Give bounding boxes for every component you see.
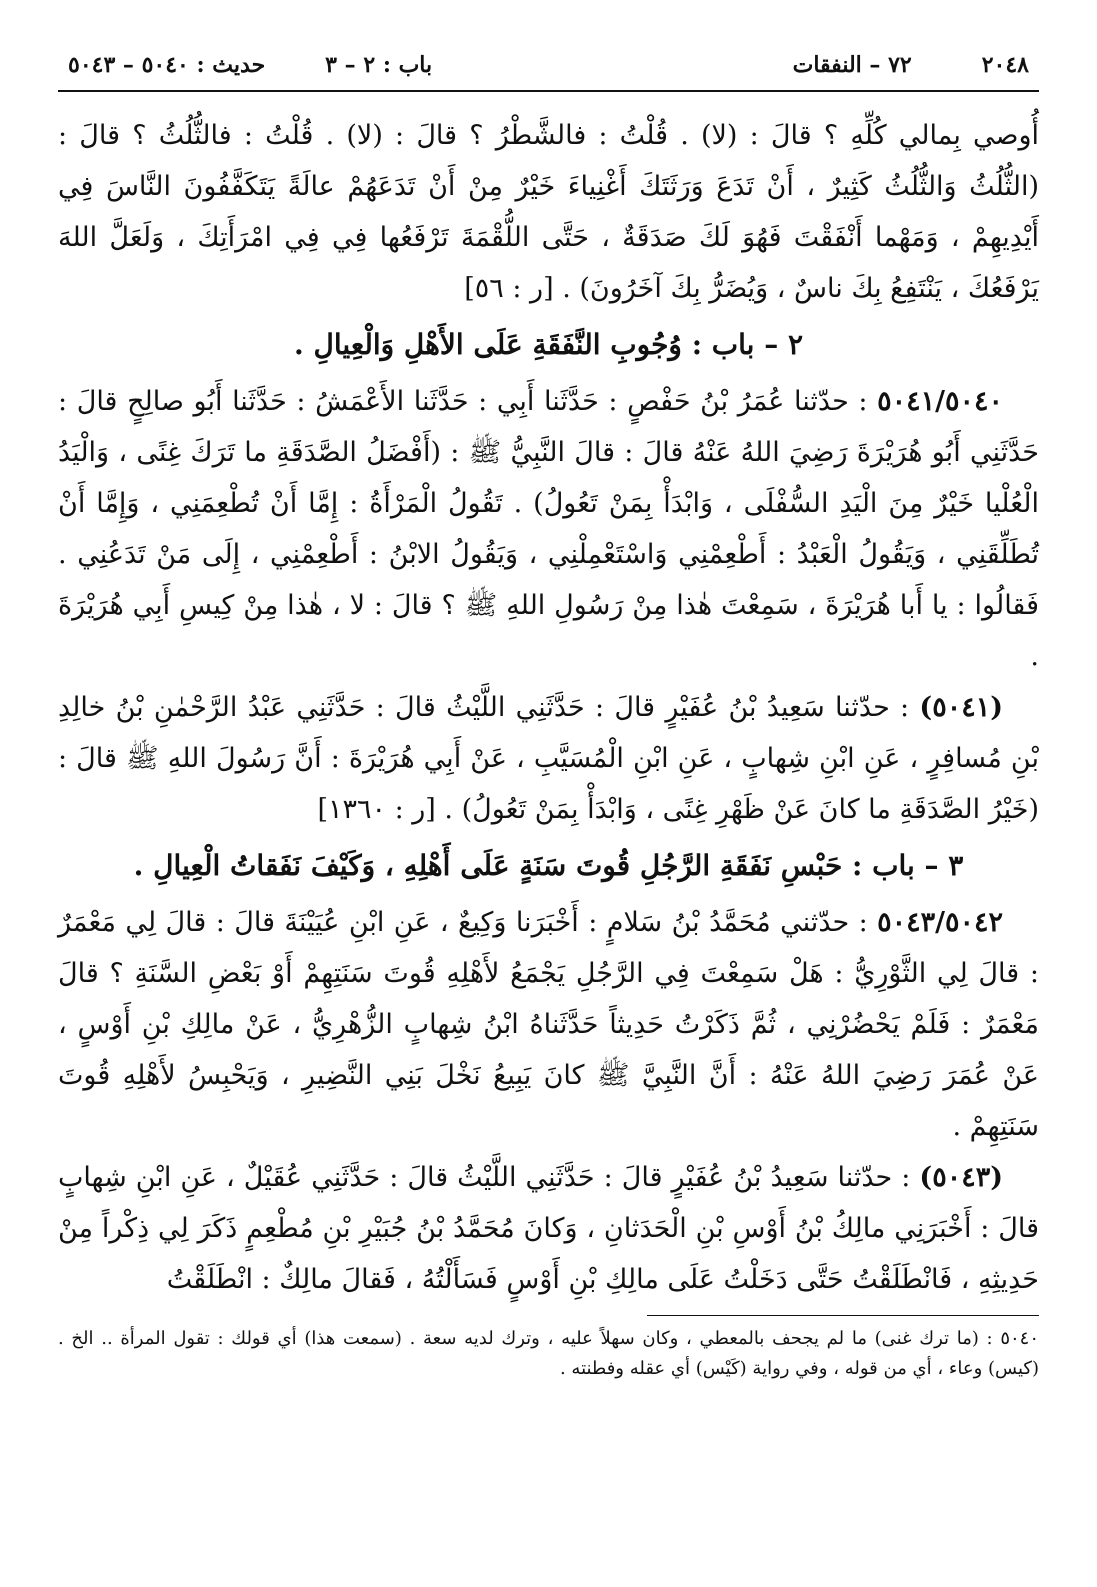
chapter-heading-3: ٣ – باب : حَبْسِ نَفَقَةِ الرَّجُلِ قُوتَ سَنَةٍ عَلَى أَهْلِهِ ، وَكَيْفَ نَفَقاتُ الْعِيالِ .	[133, 849, 964, 882]
hadith-number: ٥٠٤٣/٥٠٤٢	[877, 907, 1003, 938]
main-text	[58, 110, 1039, 1305]
hadith-range: حديث : ٥٠٤٠ – ٥٠٤٣	[68, 52, 266, 78]
hadith-number: ٥٠٤١/٥٠٤٠	[877, 386, 1003, 417]
paragraph-continuation: أُوصي بِمالي كُلِّهِ ؟ قالَ : (لا) . قُلْتُ : فالشَّطْرُ ؟ قالَ : (لا) . قُلْتُ : فالثُّلُثُ ؟ قالَ : (الثُّلُثُ وَالثُّلُثُ كَثِيرٌ ، أَنْ تَدَعَ وَرَثَتَكَ أَغْنِياءَ خَيْرٌ مِنْ أَنْ تَدَعَهُمْ عالَةً يَتَكَفَّفُونَ النَّاسَ فِي أَيْدِيهِمْ ، وَمَهْما أَنْفَقْتَ فَهُوَ لَكَ صَدَقَةٌ ، حَتَّى اللُّقْمَةَ تَرْفَعُها فِي فِي امْرَأَتِكَ ، وَلَعَلَّ اللهَ يَرْفَعُكَ ، يَنْتَفِعُ بِكَ ناسٌ ، وَيُضَرُّ بِكَ آخَرُونَ) . [ر : ٥٦]	[58, 120, 1039, 304]
chapter-heading-2: ٢ – باب : وُجُوبِ النَّفَقَةِ عَلَى الأَهْلِ وَالْعِيالِ .	[294, 328, 803, 361]
hadith-5043	[58, 1152, 1039, 1305]
footnote-rule	[647, 1315, 1039, 1316]
hadith-5041	[58, 682, 1039, 835]
header-rule	[58, 90, 1039, 92]
bab-range: باب : ٢ – ٣	[325, 52, 433, 78]
hadith-text: : حدّثني مُحَمَّدُ بْنُ سَلامٍ : أَخْبَرَنا وَكِيعٌ ، عَنِ ابْنِ عُيَيْنَةَ قالَ : قالَ لِي مَعْمَرٌ : قالَ لِي الثَّوْرِيُّ : هَلْ سَمِعْتَ فِي الرَّجُلِ يَجْمَعُ لأَهْلِهِ قُوتَ سَنَتِهِمْ أَوْ بَعْضِ السَّنَةِ ؟ قالَ مَعْمَرٌ : فَلَمْ يَحْضُرْنِي ، ثُمَّ ذَكَرْتُ حَدِيثاً حَدَّثَناهُ ابْنُ شِهابٍ الزُّهْرِيُّ ، عَنْ مالِكِ بْنِ أَوْسٍ ، عَنْ عُمَرَ رَضِيَ اللهُ عَنْهُ : أَنَّ النَّبِيَّ ﷺ كانَ يَبِيعُ نَخْلَ بَنِي النَّضِيرِ ، وَيَحْبِسُ لأَهْلِهِ قُوتَ سَنَتِهِمْ .	[58, 907, 1039, 1142]
header-left	[68, 52, 432, 78]
header-right	[793, 52, 1029, 78]
book-title: ٧٢ – النفقات	[792, 52, 912, 78]
hadith-5042	[58, 897, 1039, 1152]
hadith-number: (٥٠٤١)	[919, 692, 1003, 723]
hadith-number: (٥٠٤٣)	[919, 1162, 1003, 1193]
hadith-5040	[58, 376, 1039, 682]
hadith-text: : حدّثنا سَعِيدُ بْنُ عُفَيْرٍ قالَ : حَدَّثَنِي اللَّيْثُ قالَ : حَدَّثَنِي عُقَيْلٌ ، عَنِ ابْنِ شِهابٍ قالَ : أَخْبَرَنِي مالِكُ بْنُ أَوْسِ بْنِ الْحَدَثانِ ، وَكانَ مُحَمَّدُ بْنُ جُبَيْرِ بْنِ مُطْعِمٍ ذَكَرَ لِي ذِكْراً مِنْ حَدِيثِهِ ، فَانْطَلَقْتُ حَتَّى دَخَلْتُ عَلَى مالِكِ بْنِ أَوْسٍ فَسَأَلْتُهُ ، فَقالَ مالِكٌ : انْطَلَقْتُ	[58, 1162, 1039, 1295]
hadith-text: : حدّثنا عُمَرُ بْنُ حَفْصٍ : حَدَّثَنا أَبِي : حَدَّثَنا الأَعْمَشُ : حَدَّثَنا أَبُو صالِحٍ قالَ : حَدَّثَنِي أَبُو هُرَيْرَةَ رَضِيَ اللهُ عَنْهُ قالَ : قالَ النَّبِيُّ ﷺ : (أَفْضَلُ الصَّدَقَةِ ما تَرَكَ غِنًى ، وَالْيَدُ الْعُلْيا خَيْرٌ مِنَ الْيَدِ السُّفْلَى ، وَابْدَأْ بِمَنْ تَعُولُ) . تَقُولُ الْمَرْأَةُ : إِمَّا أَنْ تُطْعِمَنِي ، وَإِمَّا أَنْ تُطَلِّقَنِي ، وَيَقُولُ الْعَبْدُ : أَطْعِمْنِي وَاسْتَعْمِلْنِي ، وَيَقُولُ الابْنُ : أَطْعِمْنِي ، إِلَى مَنْ تَدَعُنِي . فَقالُوا : يا أَبا هُرَيْرَةَ ، سَمِعْتَ هٰذا مِنْ رَسُولِ اللهِ ﷺ ؟ قالَ : لا ، هٰذا مِنْ كِيسِ أَبِي هُرَيْرَةَ .	[58, 386, 1039, 672]
running-header	[58, 52, 1039, 90]
page-number: ٢٠٤٨	[981, 52, 1029, 78]
hadith-text: : حدّثنا سَعِيدُ بْنُ عُفَيْرٍ قالَ : حَدَّثَنِي اللَّيْثُ قالَ : حَدَّثَنِي عَبْدُ الرَّحْمٰنِ بْنُ خالِدِ بْنِ مُسافِرٍ ، عَنِ ابْنِ شِهابٍ ، عَنِ ابْنِ الْمُسَيَّبِ ، عَنْ أَبِي هُرَيْرَةَ : أَنَّ رَسُولَ اللهِ ﷺ قالَ : (خَيْرُ الصَّدَقَةِ ما كانَ عَنْ ظَهْرِ غِنًى ، وَابْدَأْ بِمَنْ تَعُولُ) . [ر : ١٣٦٠]	[58, 692, 1039, 825]
footnote: ٥٠٤٠ : (ما ترك غنى) ما لم يجحف بالمعطي ، وكان سهلاً عليه ، وترك لديه سعة . (سمعت هذا) أي قولك : تقول المرأة .. الخ . (كيس) وعاء ، أي من قوله ، وفي رواية (كَيْس) أي عقله وفطنته .	[58, 1328, 1039, 1379]
